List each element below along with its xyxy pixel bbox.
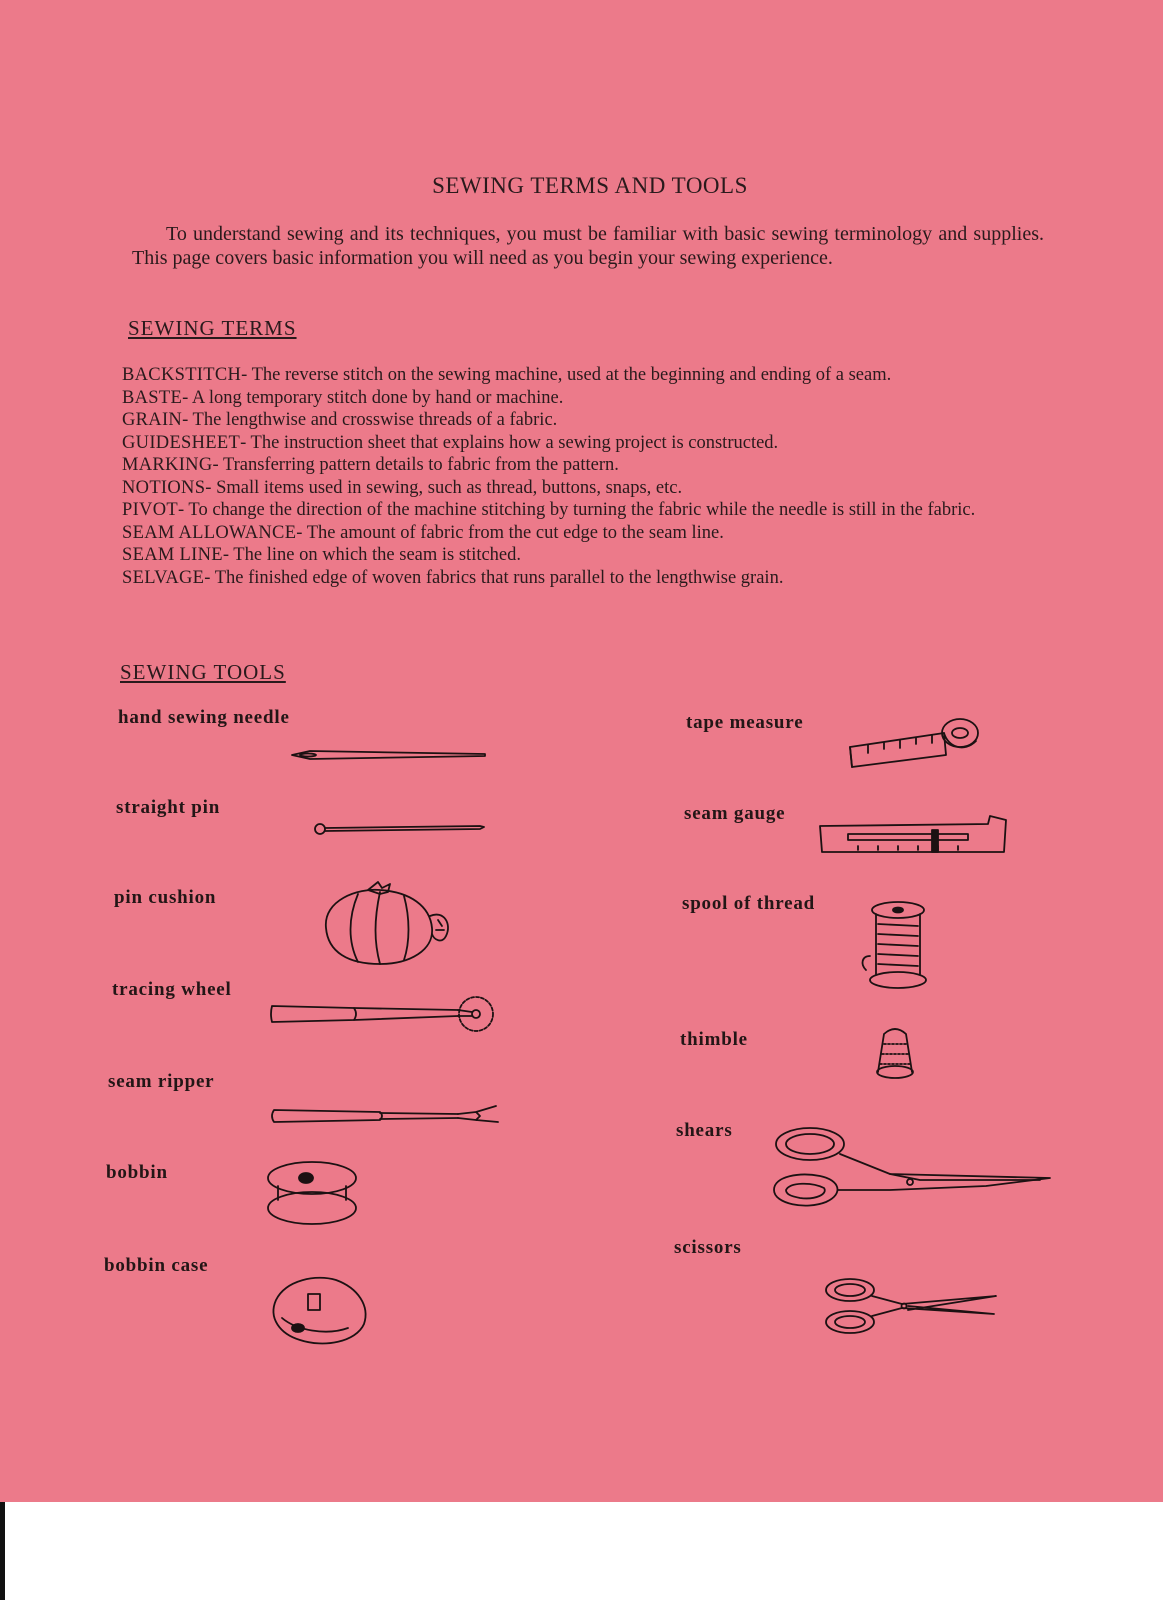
tools-heading: SEWING TOOLS	[120, 660, 286, 684]
terms-heading: SEWING TERMS	[128, 316, 297, 340]
term-word: SEAM LINE	[122, 545, 223, 565]
tool-label-hand-sewing-needle: hand sewing needle	[118, 707, 290, 728]
term-word: GUIDESHEET	[122, 432, 241, 453]
term-item	[122, 432, 1002, 455]
term-item	[122, 567, 1002, 590]
page-edge	[0, 1502, 5, 1600]
term-item	[122, 499, 1002, 522]
pin-icon	[312, 821, 487, 837]
term-definition: - Transferring pattern details to fabric from the pattern.	[212, 455, 619, 475]
term-item	[122, 364, 1002, 387]
tool-label-bobbin: bobbin	[106, 1162, 168, 1183]
term-definition: - The lengthwise and crosswise threads of a fabric.	[182, 410, 558, 430]
term-word: NOTIONS	[122, 477, 206, 498]
page-title: SEWING TERMS AND TOOLS	[432, 173, 748, 198]
term-item	[122, 409, 1002, 432]
intro-paragraph: To understand sewing and its techniques, you must be familiar with basic sewing terminology and supplies. This page covers basic information you will need as you begin your sewing experience.	[132, 223, 1044, 269]
term-word: MARKING	[122, 455, 213, 475]
thimble-icon	[870, 1020, 920, 1080]
term-definition: - The line on which the seam is stitched.	[222, 545, 522, 565]
tool-label-pin-cushion: pin cushion	[114, 887, 217, 908]
term-word: SELVAGE	[122, 567, 205, 588]
bobbin-icon	[264, 1158, 364, 1228]
tool-label-tape-measure: tape measure	[686, 712, 804, 733]
term-definition: - A long temporary stitch done by hand or machine.	[182, 387, 564, 408]
term-definition: - The instruction sheet that explains how a sewing project is constructed.	[240, 432, 779, 453]
tool-label-thimble: thimble	[680, 1029, 748, 1050]
term-item	[122, 477, 1002, 500]
term-definition: - Small items used in sewing, such as thread, buttons, snaps, etc.	[205, 477, 683, 498]
seam-gauge-icon	[818, 812, 1008, 858]
seam-ripper-icon	[270, 1098, 505, 1134]
term-item	[122, 387, 1002, 410]
tool-label-seam-ripper: seam ripper	[108, 1071, 215, 1092]
tool-label-bobbin-case: bobbin case	[104, 1255, 209, 1276]
term-word: BASTE	[122, 387, 183, 408]
tape-measure-icon	[848, 713, 983, 773]
pin-cushion-icon	[318, 880, 458, 970]
bobbin-case-icon	[266, 1270, 376, 1350]
needle-icon	[290, 748, 490, 762]
tool-label-tracing-wheel: tracing wheel	[112, 979, 232, 1000]
term-definition: - The amount of fabric from the cut edge to the seam line.	[296, 522, 724, 543]
spool-icon	[858, 900, 938, 990]
term-word: SEAM ALLOWANCE	[122, 522, 297, 543]
tool-label-scissors: scissors	[674, 1237, 742, 1258]
term-item	[122, 544, 1002, 567]
term-definition: - To change the direction of the machine stitching by turning the fabric while the needle is still in the fabric.	[177, 500, 976, 520]
term-definition: - The reverse stitch on the sewing machine, used at the beginning and ending of a seam.	[241, 365, 892, 385]
shears-icon	[770, 1124, 1060, 1214]
term-word: BACKSTITCH	[122, 365, 242, 385]
tracing-wheel-icon	[268, 990, 508, 1040]
term-item	[122, 454, 1002, 477]
tool-label-straight-pin: straight pin	[116, 797, 221, 818]
terms-list	[122, 364, 1002, 589]
term-definition: - The finished edge of woven fabrics that runs parallel to the lengthwise grain.	[204, 567, 784, 588]
term-word: PIVOT	[122, 500, 178, 520]
tool-label-shears: shears	[676, 1120, 733, 1141]
tool-label-spool-of-thread: spool of thread	[682, 893, 816, 914]
term-item	[122, 522, 1002, 545]
tool-label-seam-gauge: seam gauge	[684, 803, 786, 824]
scissors-icon	[824, 1276, 1004, 1336]
term-word: GRAIN	[122, 410, 183, 430]
